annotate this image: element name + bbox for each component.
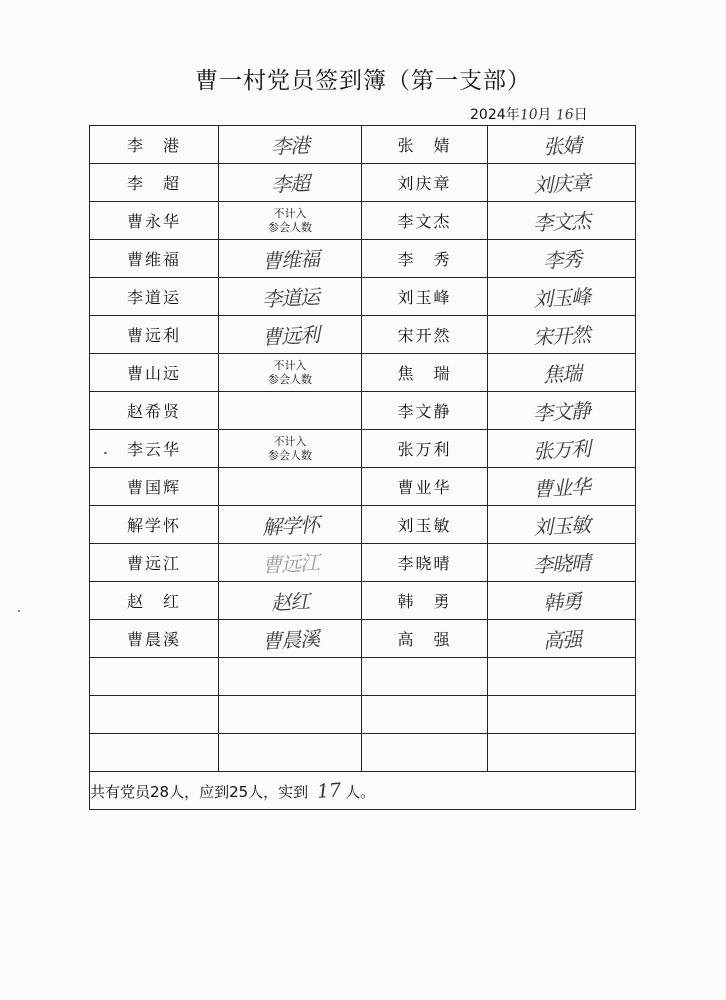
member-name-cell	[362, 696, 488, 734]
table-row	[90, 392, 636, 430]
signature-cell	[219, 430, 362, 468]
handwritten-signature: 刘庆章	[532, 170, 591, 198]
signature-cell	[488, 582, 636, 620]
signature-cell	[488, 544, 636, 582]
signature-cell	[219, 202, 362, 240]
handwritten-signature: 李道运	[260, 284, 320, 312]
member-name-cell: 李 秀	[362, 240, 488, 278]
member-name-cell: 张万利	[362, 430, 488, 468]
page-title: 曹一村党员签到簿（第一支部）	[195, 68, 531, 94]
member-name-cell: 曹永华	[90, 202, 219, 240]
signature-cell	[488, 620, 636, 658]
table-row	[90, 354, 636, 392]
table-row	[90, 430, 636, 468]
member-name-cell	[362, 734, 488, 772]
summary-row	[90, 772, 636, 810]
handwritten-signature: 刘玉敏	[532, 512, 591, 540]
signature-cell	[219, 544, 362, 582]
signature-cell	[488, 202, 636, 240]
excluded-note: 参会人数	[268, 220, 312, 234]
table-row	[90, 696, 636, 734]
member-name-cell: 李文静	[362, 392, 488, 430]
signature-cell	[488, 316, 636, 354]
signature-cell	[488, 240, 636, 278]
handwritten-signature: 李超	[270, 171, 310, 197]
table-row	[90, 658, 636, 696]
signature-cell	[219, 126, 362, 164]
table-row	[90, 164, 636, 202]
handwritten-signature: 李秀	[541, 247, 582, 273]
member-name-cell: 赵 红	[90, 582, 219, 620]
signature-cell	[488, 468, 636, 506]
signature-cell	[219, 620, 362, 658]
member-name-cell: 李文杰	[362, 202, 488, 240]
member-name-cell	[90, 658, 219, 696]
table-row	[90, 202, 636, 240]
excluded-note: 不计入	[273, 434, 307, 448]
member-name-cell: 李云华	[90, 430, 219, 468]
handwritten-signature: 高强	[541, 627, 582, 653]
signature-cell	[488, 278, 636, 316]
signature-cell	[488, 354, 636, 392]
summary-cell	[90, 772, 636, 810]
signature-cell	[219, 734, 362, 772]
excluded-note: 不计入	[273, 358, 307, 372]
handwritten-signature: 韩勇	[541, 589, 582, 615]
member-name-cell	[362, 658, 488, 696]
member-name-cell: 解学怀	[90, 506, 219, 544]
attendance-count-handwritten: 17	[316, 778, 342, 803]
member-name-cell	[90, 734, 219, 772]
signature-cell	[488, 164, 636, 202]
member-name-cell: 曹晨溪	[90, 620, 219, 658]
scan-speck	[18, 610, 20, 612]
summary-prefix: 共有党员28人，应到25人，实到	[90, 782, 309, 801]
signature-cell	[488, 126, 636, 164]
signature-cell	[219, 506, 362, 544]
member-name-cell: 刘庆章	[362, 164, 488, 202]
date-year: 2024年	[470, 107, 520, 123]
member-name-cell: 张 婧	[362, 126, 488, 164]
member-name-cell: 李道运	[90, 278, 219, 316]
handwritten-signature: 曹业华	[532, 474, 591, 502]
table-row	[90, 278, 636, 316]
member-name-cell	[90, 696, 219, 734]
signature-cell	[219, 658, 362, 696]
member-name-cell: 刘玉峰	[362, 278, 488, 316]
handwritten-signature: 张万利	[532, 436, 591, 464]
signature-cell	[219, 278, 362, 316]
excluded-note: 不计入	[273, 206, 307, 220]
table-row	[90, 126, 636, 164]
handwritten-signature: 李晓晴	[532, 550, 591, 578]
sign-in-table	[89, 125, 636, 810]
member-name-cell: 李晓晴	[362, 544, 488, 582]
handwritten-signature: 李文杰	[532, 208, 591, 236]
signature-cell	[488, 696, 636, 734]
summary-suffix: 人。	[345, 782, 376, 801]
signature-cell	[488, 430, 636, 468]
table-row	[90, 506, 636, 544]
signature-cell	[219, 468, 362, 506]
signature-cell	[219, 354, 362, 392]
member-name-cell: 曹山远	[90, 354, 219, 392]
excluded-note: 参会人数	[268, 372, 312, 386]
signature-cell	[219, 164, 362, 202]
member-name-cell: 高 强	[362, 620, 488, 658]
member-name-cell: 曹维福	[90, 240, 219, 278]
date-day-label: 日	[573, 107, 588, 123]
signature-cell	[488, 658, 636, 696]
handwritten-signature: 曹远江	[260, 550, 320, 578]
table-row	[90, 620, 636, 658]
date-month-label: 月	[537, 107, 552, 123]
handwritten-signature: 张婧	[541, 133, 582, 159]
member-name-cell: 曹业华	[362, 468, 488, 506]
handwritten-signature: 曹维福	[260, 246, 320, 274]
table-row	[90, 582, 636, 620]
member-name-cell: 李 超	[90, 164, 219, 202]
table-row	[90, 316, 636, 354]
signature-cell	[219, 696, 362, 734]
member-name-cell: 宋开然	[362, 316, 488, 354]
handwritten-signature: 刘玉峰	[532, 284, 591, 312]
member-name-cell: 李 港	[90, 126, 219, 164]
member-name-cell: 韩 勇	[362, 582, 488, 620]
table-row	[90, 468, 636, 506]
member-name-cell: 刘玉敏	[362, 506, 488, 544]
member-name-cell: 曹国辉	[90, 468, 219, 506]
handwritten-signature: 曹远利	[260, 322, 320, 350]
date-day-handwritten: 16	[555, 106, 575, 124]
signature-cell	[219, 582, 362, 620]
handwritten-signature: 解学怀	[260, 512, 320, 540]
table-row	[90, 734, 636, 772]
member-name-cell: 赵希贤	[90, 392, 219, 430]
signature-cell	[219, 316, 362, 354]
scan-speck	[104, 452, 107, 454]
date-month-handwritten: 10	[519, 106, 539, 124]
excluded-note: 参会人数	[268, 448, 312, 462]
signature-cell	[488, 506, 636, 544]
handwritten-signature: 李港	[270, 133, 310, 159]
table-row	[90, 544, 636, 582]
member-name-cell: 曹远利	[90, 316, 219, 354]
handwritten-signature: 曹晨溪	[260, 626, 320, 654]
member-name-cell: 曹远江	[90, 544, 219, 582]
handwritten-signature: 宋开然	[532, 322, 591, 350]
member-name-cell: 焦 瑞	[362, 354, 488, 392]
handwritten-signature: 焦瑞	[541, 361, 582, 387]
date-line	[470, 104, 588, 124]
signature-cell	[488, 734, 636, 772]
handwritten-signature: 李文静	[532, 398, 591, 426]
handwritten-signature: 赵红	[270, 589, 310, 615]
signature-cell	[219, 240, 362, 278]
sign-in-rows	[90, 126, 636, 772]
table-row	[90, 240, 636, 278]
signature-cell	[219, 392, 362, 430]
signature-cell	[488, 392, 636, 430]
